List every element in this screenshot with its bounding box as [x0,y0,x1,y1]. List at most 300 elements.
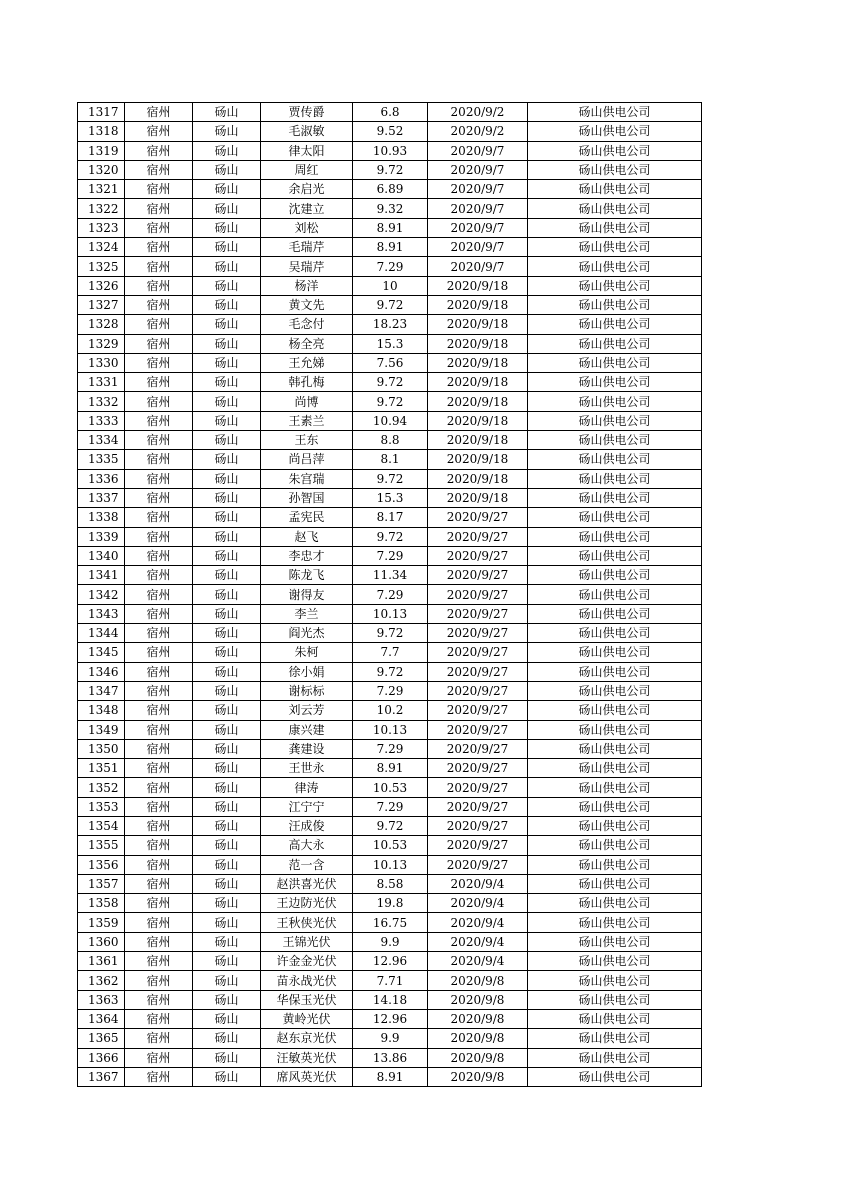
city-cell: 宿州 [125,816,193,835]
name-cell: 律太阳 [261,141,353,160]
table-row [78,373,702,392]
date-cell: 2020/9/27 [428,643,528,662]
county-cell: 砀山 [193,1048,261,1067]
table-row [78,662,702,681]
amount-cell: 8.91 [353,1067,428,1086]
table-row [78,585,702,604]
county-cell: 砀山 [193,894,261,913]
name-cell: 尚博 [261,392,353,411]
city-cell: 宿州 [125,797,193,816]
city-cell: 宿州 [125,836,193,855]
row-number-cell: 1328 [78,315,125,334]
date-cell: 2020/9/27 [428,624,528,643]
city-cell: 宿州 [125,315,193,334]
name-cell: 黄岭光伏 [261,1009,353,1028]
amount-cell: 8.91 [353,218,428,237]
county-cell: 砀山 [193,392,261,411]
amount-cell: 9.72 [353,392,428,411]
company-cell: 砀山供电公司 [528,1067,702,1086]
date-cell: 2020/9/8 [428,1048,528,1067]
county-cell: 砀山 [193,353,261,372]
table-row [78,199,702,218]
date-cell: 2020/9/7 [428,238,528,257]
date-cell: 2020/9/27 [428,585,528,604]
company-cell: 砀山供电公司 [528,874,702,893]
date-cell: 2020/9/18 [428,295,528,314]
county-cell: 砀山 [193,431,261,450]
name-cell: 高大永 [261,836,353,855]
date-cell: 2020/9/27 [428,778,528,797]
date-cell: 2020/9/4 [428,913,528,932]
amount-cell: 10.2 [353,701,428,720]
date-cell: 2020/9/27 [428,720,528,739]
county-cell: 砀山 [193,411,261,430]
amount-cell: 7.29 [353,257,428,276]
city-cell: 宿州 [125,566,193,585]
amount-cell: 9.72 [353,527,428,546]
county-cell: 砀山 [193,257,261,276]
city-cell: 宿州 [125,411,193,430]
name-cell: 韩孔梅 [261,373,353,392]
row-number-cell: 1321 [78,180,125,199]
table-row [78,1029,702,1048]
county-cell: 砀山 [193,566,261,585]
row-number-cell: 1318 [78,122,125,141]
amount-cell: 16.75 [353,913,428,932]
city-cell: 宿州 [125,701,193,720]
table-row [78,315,702,334]
date-cell: 2020/9/27 [428,527,528,546]
county-cell: 砀山 [193,855,261,874]
county-cell: 砀山 [193,373,261,392]
row-number-cell: 1344 [78,624,125,643]
date-cell: 2020/9/27 [428,855,528,874]
row-number-cell: 1336 [78,469,125,488]
table-row [78,720,702,739]
city-cell: 宿州 [125,624,193,643]
city-cell: 宿州 [125,276,193,295]
table-row [78,431,702,450]
city-cell: 宿州 [125,932,193,951]
city-cell: 宿州 [125,1009,193,1028]
table-row [78,141,702,160]
date-cell: 2020/9/2 [428,103,528,122]
name-cell: 李兰 [261,604,353,623]
row-number-cell: 1367 [78,1067,125,1086]
amount-cell: 10.93 [353,141,428,160]
row-number-cell: 1326 [78,276,125,295]
company-cell: 砀山供电公司 [528,392,702,411]
row-number-cell: 1337 [78,488,125,507]
name-cell: 范一含 [261,855,353,874]
amount-cell: 9.9 [353,1029,428,1048]
company-cell: 砀山供电公司 [528,624,702,643]
date-cell: 2020/9/18 [428,315,528,334]
date-cell: 2020/9/18 [428,431,528,450]
name-cell: 陈龙飞 [261,566,353,585]
row-number-cell: 1340 [78,546,125,565]
company-cell: 砀山供电公司 [528,180,702,199]
amount-cell: 15.3 [353,488,428,507]
county-cell: 砀山 [193,797,261,816]
row-number-cell: 1355 [78,836,125,855]
company-cell: 砀山供电公司 [528,160,702,179]
county-cell: 砀山 [193,662,261,681]
amount-cell: 9.72 [353,295,428,314]
amount-cell: 9.9 [353,932,428,951]
company-cell: 砀山供电公司 [528,238,702,257]
company-cell: 砀山供电公司 [528,527,702,546]
amount-cell: 7.56 [353,353,428,372]
row-number-cell: 1364 [78,1009,125,1028]
city-cell: 宿州 [125,122,193,141]
table-row [78,604,702,623]
amount-cell: 8.58 [353,874,428,893]
amount-cell: 8.91 [353,759,428,778]
city-cell: 宿州 [125,681,193,700]
company-cell: 砀山供电公司 [528,604,702,623]
row-number-cell: 1334 [78,431,125,450]
county-cell: 砀山 [193,295,261,314]
company-cell: 砀山供电公司 [528,295,702,314]
city-cell: 宿州 [125,1048,193,1067]
city-cell: 宿州 [125,469,193,488]
row-number-cell: 1352 [78,778,125,797]
amount-cell: 18.23 [353,315,428,334]
name-cell: 周红 [261,160,353,179]
row-number-cell: 1319 [78,141,125,160]
city-cell: 宿州 [125,971,193,990]
table-row [78,874,702,893]
county-cell: 砀山 [193,218,261,237]
table-row [78,701,702,720]
name-cell: 徐小娟 [261,662,353,681]
name-cell: 刘松 [261,218,353,237]
company-cell: 砀山供电公司 [528,952,702,971]
county-cell: 砀山 [193,604,261,623]
table-row [78,103,702,122]
table-row [78,450,702,469]
table-row [78,855,702,874]
amount-cell: 19.8 [353,894,428,913]
date-cell: 2020/9/7 [428,160,528,179]
name-cell: 吴瑞芹 [261,257,353,276]
date-cell: 2020/9/4 [428,952,528,971]
city-cell: 宿州 [125,295,193,314]
county-cell: 砀山 [193,778,261,797]
name-cell: 王世永 [261,759,353,778]
name-cell: 赵飞 [261,527,353,546]
amount-cell: 13.86 [353,1048,428,1067]
county-cell: 砀山 [193,334,261,353]
city-cell: 宿州 [125,450,193,469]
table-row [78,353,702,372]
city-cell: 宿州 [125,353,193,372]
date-cell: 2020/9/18 [428,353,528,372]
table-row [78,122,702,141]
row-number-cell: 1358 [78,894,125,913]
table-row [78,759,702,778]
county-cell: 砀山 [193,180,261,199]
date-cell: 2020/9/7 [428,199,528,218]
amount-cell: 10.53 [353,778,428,797]
row-number-cell: 1347 [78,681,125,700]
date-cell: 2020/9/27 [428,797,528,816]
name-cell: 孙智国 [261,488,353,507]
city-cell: 宿州 [125,527,193,546]
table-row [78,932,702,951]
date-cell: 2020/9/27 [428,759,528,778]
row-number-cell: 1366 [78,1048,125,1067]
row-number-cell: 1351 [78,759,125,778]
company-cell: 砀山供电公司 [528,431,702,450]
city-cell: 宿州 [125,373,193,392]
company-cell: 砀山供电公司 [528,739,702,758]
date-cell: 2020/9/18 [428,450,528,469]
table-row [78,276,702,295]
county-cell: 砀山 [193,1029,261,1048]
table-row [78,1067,702,1086]
amount-cell: 7.29 [353,546,428,565]
company-cell: 砀山供电公司 [528,566,702,585]
county-cell: 砀山 [193,759,261,778]
city-cell: 宿州 [125,546,193,565]
table-row [78,894,702,913]
amount-cell: 8.8 [353,431,428,450]
city-cell: 宿州 [125,392,193,411]
table-row [78,952,702,971]
date-cell: 2020/9/8 [428,990,528,1009]
county-cell: 砀山 [193,701,261,720]
company-cell: 砀山供电公司 [528,103,702,122]
company-cell: 砀山供电公司 [528,488,702,507]
name-cell: 华保玉光伏 [261,990,353,1009]
company-cell: 砀山供电公司 [528,1029,702,1048]
county-cell: 砀山 [193,1067,261,1086]
date-cell: 2020/9/7 [428,218,528,237]
row-number-cell: 1361 [78,952,125,971]
name-cell: 苗永战光伏 [261,971,353,990]
name-cell: 杨全亮 [261,334,353,353]
name-cell: 王允娣 [261,353,353,372]
date-cell: 2020/9/27 [428,681,528,700]
city-cell: 宿州 [125,199,193,218]
name-cell: 朱柯 [261,643,353,662]
date-cell: 2020/9/18 [428,488,528,507]
table-row [78,469,702,488]
table-row [78,990,702,1009]
amount-cell: 9.52 [353,122,428,141]
amount-cell: 9.72 [353,469,428,488]
company-cell: 砀山供电公司 [528,1009,702,1028]
county-cell: 砀山 [193,720,261,739]
county-cell: 砀山 [193,546,261,565]
amount-cell: 8.17 [353,508,428,527]
date-cell: 2020/9/27 [428,508,528,527]
county-cell: 砀山 [193,141,261,160]
company-cell: 砀山供电公司 [528,1048,702,1067]
row-number-cell: 1345 [78,643,125,662]
company-cell: 砀山供电公司 [528,353,702,372]
table-row [78,180,702,199]
row-number-cell: 1320 [78,160,125,179]
name-cell: 赵东京光伏 [261,1029,353,1048]
name-cell: 尚吕萍 [261,450,353,469]
county-cell: 砀山 [193,238,261,257]
date-cell: 2020/9/27 [428,662,528,681]
date-cell: 2020/9/7 [428,180,528,199]
row-number-cell: 1333 [78,411,125,430]
city-cell: 宿州 [125,218,193,237]
amount-cell: 10.13 [353,604,428,623]
table-row [78,392,702,411]
name-cell: 杨洋 [261,276,353,295]
name-cell: 沈建立 [261,199,353,218]
table-row [78,913,702,932]
row-number-cell: 1324 [78,238,125,257]
amount-cell: 15.3 [353,334,428,353]
amount-cell: 9.72 [353,160,428,179]
city-cell: 宿州 [125,913,193,932]
city-cell: 宿州 [125,643,193,662]
company-cell: 砀山供电公司 [528,546,702,565]
date-cell: 2020/9/4 [428,874,528,893]
company-cell: 砀山供电公司 [528,932,702,951]
company-cell: 砀山供电公司 [528,373,702,392]
name-cell: 康兴建 [261,720,353,739]
date-cell: 2020/9/4 [428,932,528,951]
county-cell: 砀山 [193,971,261,990]
date-cell: 2020/9/18 [428,469,528,488]
date-cell: 2020/9/27 [428,566,528,585]
amount-cell: 9.72 [353,816,428,835]
amount-cell: 10.13 [353,720,428,739]
amount-cell: 10 [353,276,428,295]
name-cell: 王东 [261,431,353,450]
row-number-cell: 1357 [78,874,125,893]
city-cell: 宿州 [125,990,193,1009]
row-number-cell: 1317 [78,103,125,122]
date-cell: 2020/9/27 [428,546,528,565]
row-number-cell: 1330 [78,353,125,372]
table-row [78,488,702,507]
company-cell: 砀山供电公司 [528,218,702,237]
county-cell: 砀山 [193,624,261,643]
row-number-cell: 1342 [78,585,125,604]
name-cell: 汪成俊 [261,816,353,835]
county-cell: 砀山 [193,160,261,179]
county-cell: 砀山 [193,527,261,546]
amount-cell: 7.29 [353,739,428,758]
date-cell: 2020/9/18 [428,276,528,295]
date-cell: 2020/9/8 [428,1067,528,1086]
table-row [78,971,702,990]
table-row [78,739,702,758]
name-cell: 王边防光伏 [261,894,353,913]
company-cell: 砀山供电公司 [528,315,702,334]
name-cell: 谢标标 [261,681,353,700]
data-table [77,102,702,1087]
row-number-cell: 1338 [78,508,125,527]
amount-cell: 12.96 [353,952,428,971]
table-row [78,566,702,585]
name-cell: 许金金光伏 [261,952,353,971]
table-row [78,238,702,257]
table-row [78,816,702,835]
table-row [78,778,702,797]
date-cell: 2020/9/27 [428,604,528,623]
table-row [78,218,702,237]
row-number-cell: 1354 [78,816,125,835]
city-cell: 宿州 [125,952,193,971]
row-number-cell: 1335 [78,450,125,469]
company-cell: 砀山供电公司 [528,643,702,662]
amount-cell: 9.72 [353,373,428,392]
amount-cell: 8.1 [353,450,428,469]
row-number-cell: 1341 [78,566,125,585]
city-cell: 宿州 [125,431,193,450]
county-cell: 砀山 [193,913,261,932]
name-cell: 王锦光伏 [261,932,353,951]
city-cell: 宿州 [125,238,193,257]
row-number-cell: 1356 [78,855,125,874]
row-number-cell: 1360 [78,932,125,951]
company-cell: 砀山供电公司 [528,855,702,874]
row-number-cell: 1332 [78,392,125,411]
county-cell: 砀山 [193,488,261,507]
company-cell: 砀山供电公司 [528,990,702,1009]
table-body [78,103,702,1087]
city-cell: 宿州 [125,720,193,739]
county-cell: 砀山 [193,122,261,141]
county-cell: 砀山 [193,469,261,488]
county-cell: 砀山 [193,932,261,951]
county-cell: 砀山 [193,315,261,334]
company-cell: 砀山供电公司 [528,759,702,778]
name-cell: 王素兰 [261,411,353,430]
company-cell: 砀山供电公司 [528,141,702,160]
amount-cell: 10.94 [353,411,428,430]
name-cell: 王秋侠光伏 [261,913,353,932]
city-cell: 宿州 [125,160,193,179]
amount-cell: 14.18 [353,990,428,1009]
row-number-cell: 1359 [78,913,125,932]
county-cell: 砀山 [193,952,261,971]
date-cell: 2020/9/8 [428,1029,528,1048]
date-cell: 2020/9/18 [428,334,528,353]
company-cell: 砀山供电公司 [528,778,702,797]
table-row [78,334,702,353]
company-cell: 砀山供电公司 [528,276,702,295]
city-cell: 宿州 [125,103,193,122]
row-number-cell: 1353 [78,797,125,816]
table-row [78,546,702,565]
row-number-cell: 1363 [78,990,125,1009]
date-cell: 2020/9/27 [428,739,528,758]
city-cell: 宿州 [125,604,193,623]
company-cell: 砀山供电公司 [528,662,702,681]
table-row [78,160,702,179]
name-cell: 席风英光伏 [261,1067,353,1086]
name-cell: 毛念付 [261,315,353,334]
name-cell: 李忠才 [261,546,353,565]
city-cell: 宿州 [125,855,193,874]
row-number-cell: 1349 [78,720,125,739]
company-cell: 砀山供电公司 [528,894,702,913]
table-row [78,411,702,430]
county-cell: 砀山 [193,874,261,893]
county-cell: 砀山 [193,836,261,855]
